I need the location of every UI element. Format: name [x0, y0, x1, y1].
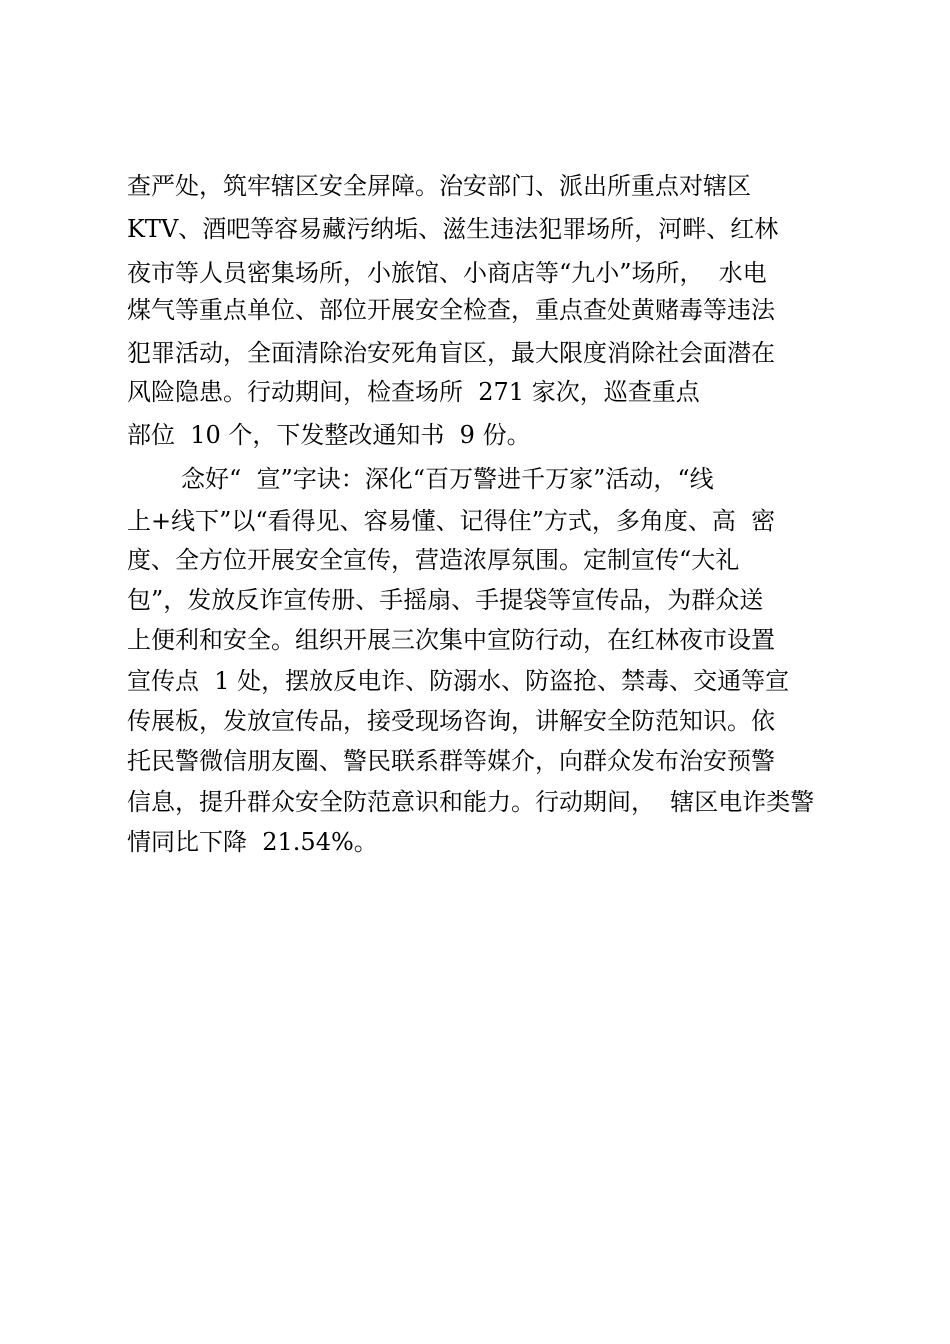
paragraph-2-line-6: 宣传点 1 处，摆放反电诈、防溺水、防盗抢、禁毒、交通等宣: [127, 667, 790, 695]
paragraph-1-line-7: 部位 10 个，下发整改通知书 9 份。: [127, 421, 531, 449]
paragraph-2-line-2: 上+线下”以“看得见、容易懂、记得住”方式，多角度、高 密: [127, 507, 776, 535]
paragraph-2-line-3: 度、全方位开展安全宣传，营造浓厚氛围。定制宣传“大礼: [127, 546, 740, 574]
paragraph-1-line-6: 风险隐患。行动期间，检查场所 271 家次，巡查重点: [127, 378, 700, 406]
paragraph-2-line-7: 传展板，发放宣传品，接受现场咨询，讲解安全防范知识。依: [127, 707, 775, 735]
paragraph-2-line-9: 信息，提升群众安全防范意识和能力。行动期间， 辖区电诈类警: [127, 788, 815, 816]
paragraph-1-line-3: 夜市等人员密集场所，小旅馆、小商店等“九小”场所， 水电: [127, 259, 767, 287]
paragraph-2-line-1: 念好“ 宣”字诀：深化“百万警进千万家”活动，“线: [181, 465, 714, 493]
paragraph-2-line-10: 情同比下降 21.54%。: [127, 828, 378, 856]
paragraph-1-line-2: KTV、酒吧等容易藏污纳垢、滋生违法犯罪场所，河畔、红林: [127, 215, 779, 243]
paragraph-1-line-5: 犯罪活动，全面清除治安死角盲区，最大限度消除社会面潜在: [127, 339, 775, 367]
paragraph-1-line-1: 查严处，筑牢辖区安全屏障。治安部门、派出所重点对辖区: [127, 172, 751, 200]
paragraph-2-line-5: 上便利和安全。组织开展三次集中宣防行动，在红林夜市设置: [127, 626, 775, 654]
paragraph-2-line-8: 托民警微信朋友圈、警民联系群等媒介，向群众发布治安预警: [127, 747, 775, 775]
paragraph-1-line-4: 煤气等重点单位、部位开展安全检查，重点查处黄赌毒等违法: [127, 296, 775, 324]
paragraph-2-line-4: 包”，发放反诈宣传册、手摇扇、手提袋等宣传品，为群众送: [127, 586, 764, 614]
